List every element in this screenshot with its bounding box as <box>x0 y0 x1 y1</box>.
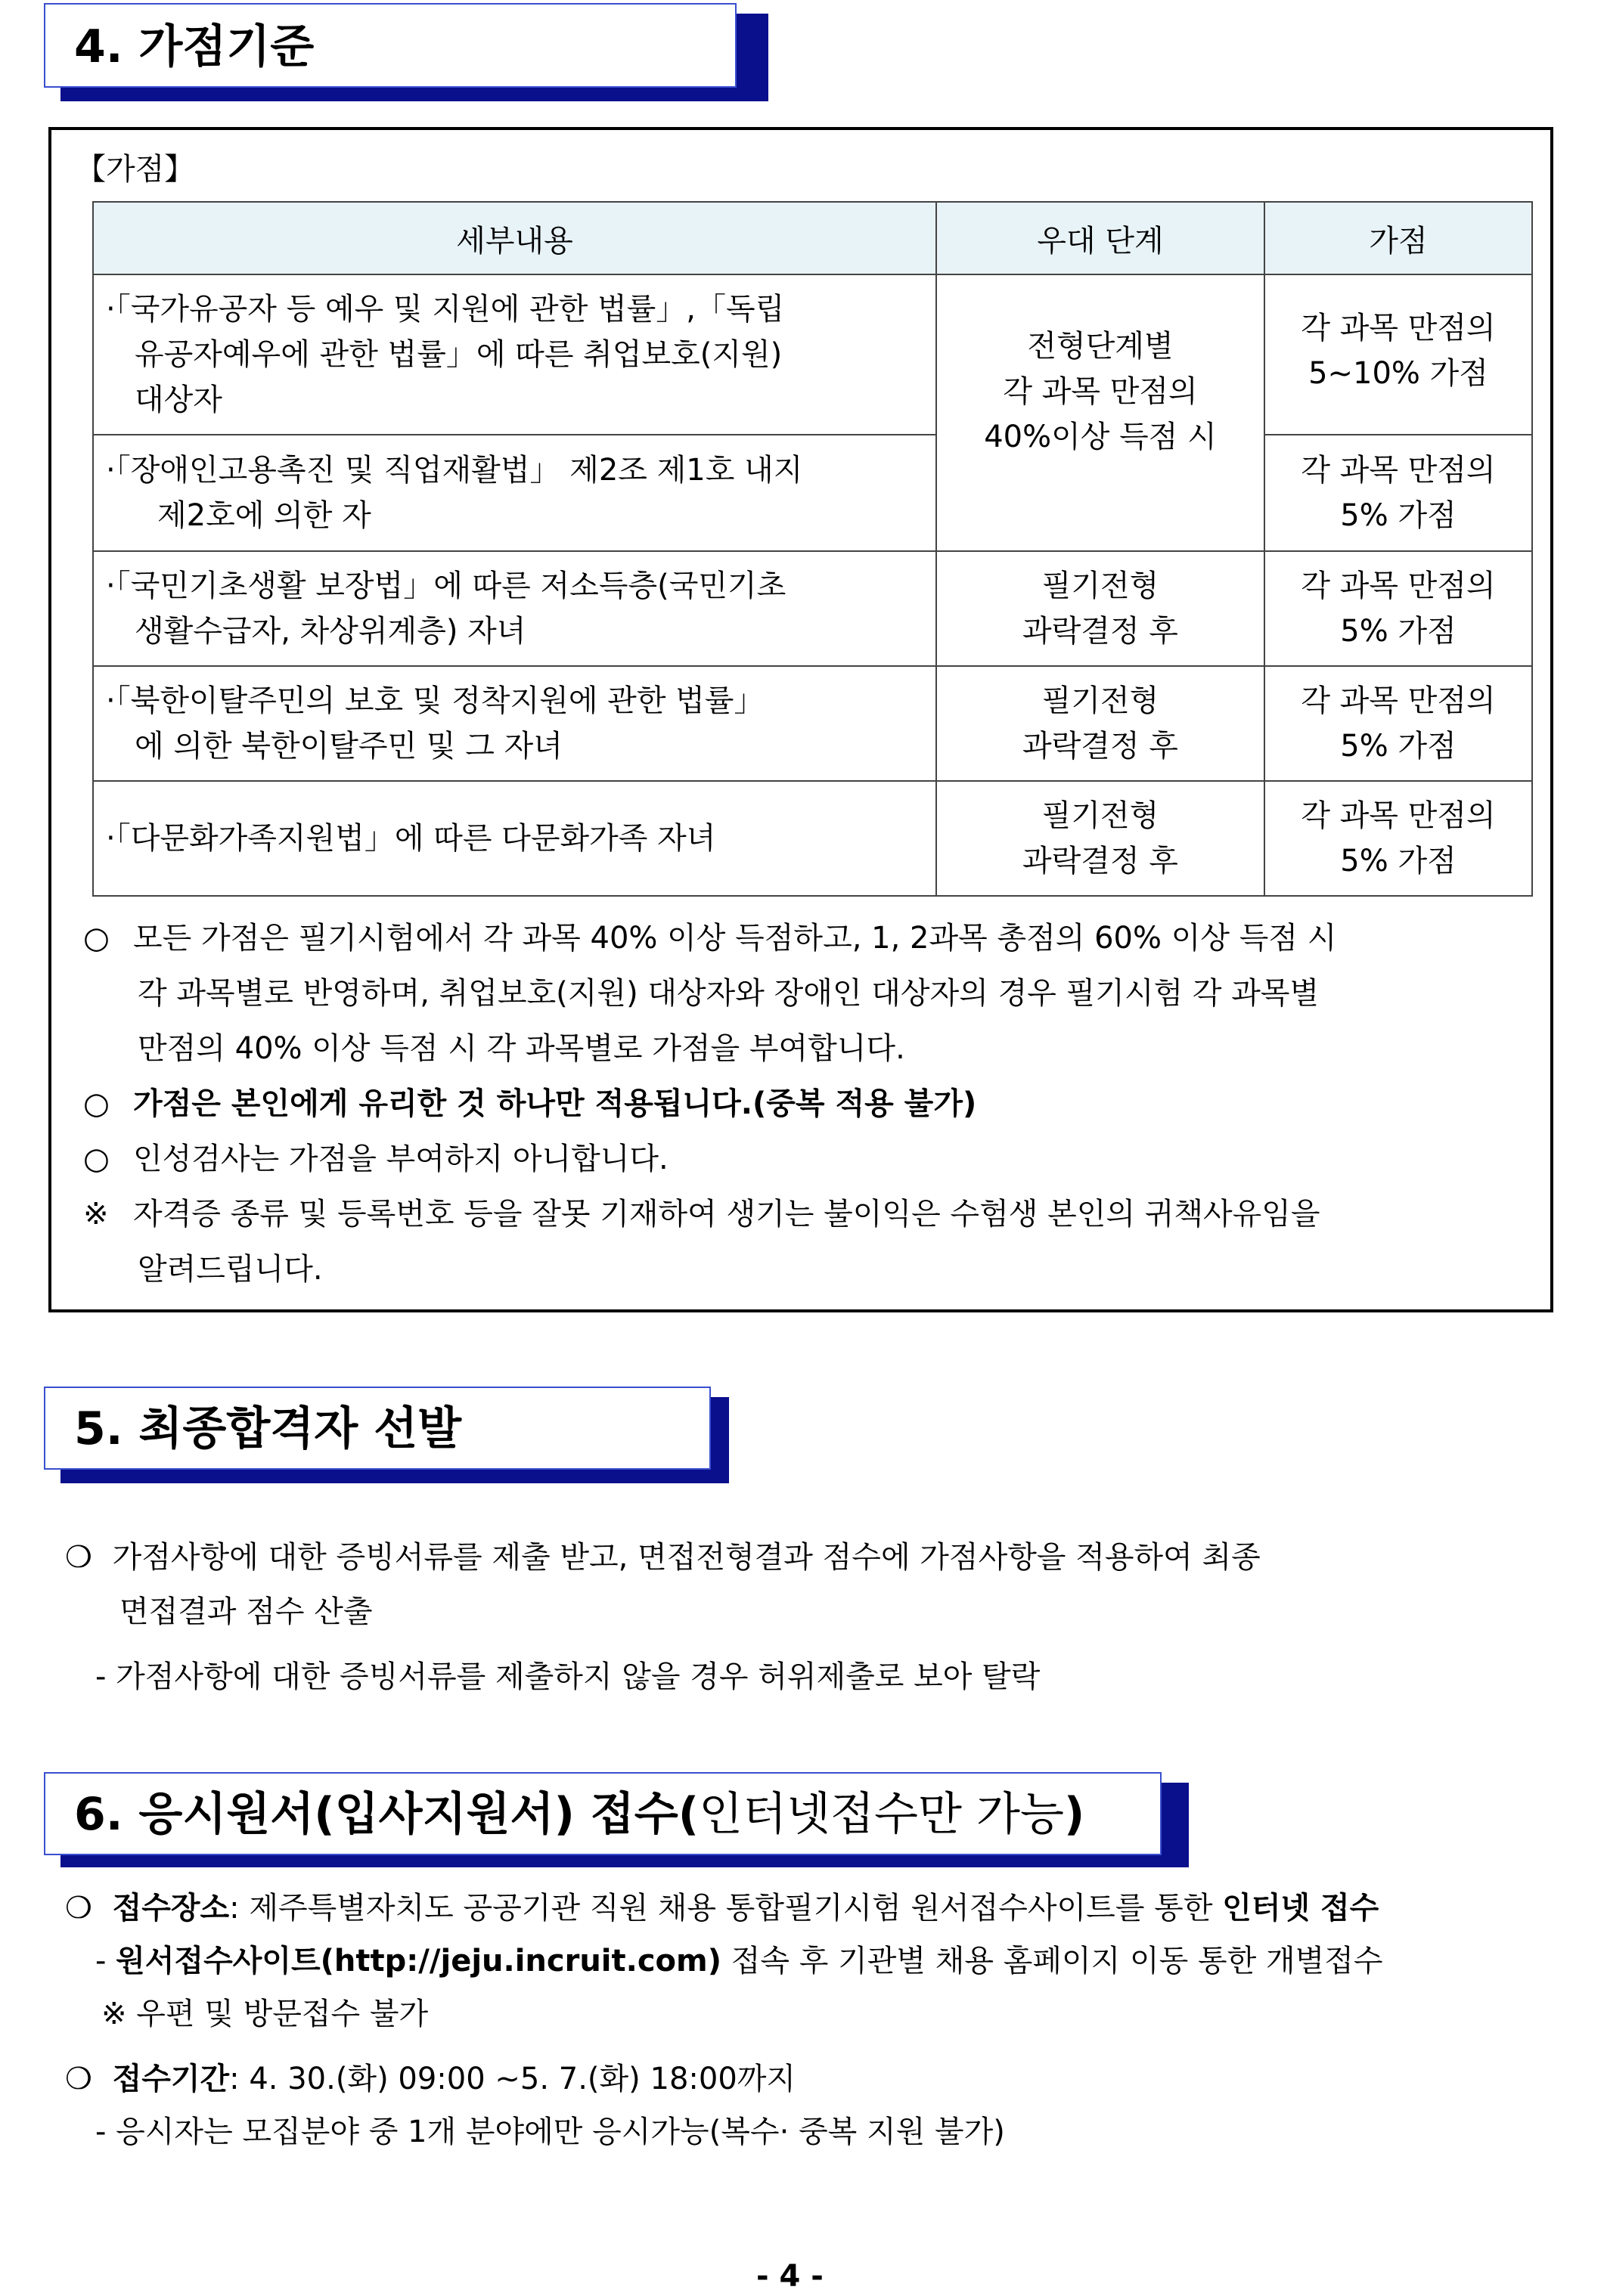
section4-title: 4. 가점기준 <box>74 20 315 73</box>
bonus-table <box>92 201 1533 897</box>
note-4-line-2: 알려드립니다. <box>138 1252 323 1287</box>
row1-detail: ·「국가유공자 등 예우 및 지원에 관한 법률」,「독립 유공자예우에 관한 법률」에 따른 취업보호(지원) 대상자 <box>93 274 936 435</box>
reference-mark-icon: ※ <box>83 1197 109 1232</box>
table-row <box>93 435 1532 551</box>
no-post-note: ※ 우편 및 방문접수 불가 <box>101 1997 429 2031</box>
row2-detail: ·「장애인고용촉진 및 직업재활법」 제2조 제1호 내지 제2호에 의한 자 <box>93 435 936 551</box>
table-row <box>93 274 1532 435</box>
section5-line-1: ❍ 가점사항에 대한 증빙서류를 제출 받고, 면접전형결과 점수에 가점사항을 적용하여 최종 <box>65 1540 1261 1575</box>
row1-points: 각 과목 만점의 5~10% 가점 <box>1264 274 1532 435</box>
note-4-line-1: ※ 자격증 종류 및 등록번호 등을 잘못 기재하여 생기는 불이익은 수험생 본인의 귀책사유임을 <box>83 1186 1320 1242</box>
row5-stage: 필기전형 과락결정 후 <box>936 781 1264 896</box>
row3-points: 각 과목 만점의 5% 가점 <box>1264 551 1532 666</box>
note-3: ○ 인성검사는 가점을 부여하지 아니합니다. <box>83 1131 669 1187</box>
row3-stage: 필기전형 과락결정 후 <box>936 551 1264 666</box>
row1-stage: 전형단계별 각 과목 만점의 40%이상 득점 시 <box>936 274 1264 551</box>
section6-title: 6. 응시원서(입사지원서) 접수(인터넷접수만 가능) <box>74 1788 1085 1841</box>
note-1-line-3: 만점의 40% 이상 득점 시 각 과목별로 가점을 부여합니다. <box>138 1031 905 1066</box>
row2-points: 각 과목 만점의 5% 가점 <box>1264 435 1532 551</box>
circle-bullet-icon: ○ <box>83 921 110 956</box>
header-stage: 우대 단계 <box>936 202 1264 274</box>
hollow-bullet-icon: ❍ <box>65 1540 92 1575</box>
receipt-period: ❍ 접수기간: 4. 30.(화) 09:00 ∼5. 7.(화) 18:00까지 <box>65 2062 796 2096</box>
header-detail: 세부내용 <box>93 202 936 274</box>
table-row <box>93 666 1532 781</box>
row5-points: 각 과목 만점의 5% 가점 <box>1264 781 1532 896</box>
section5-line-2: 면접결과 점수 산출 <box>119 1594 373 1629</box>
row4-stage: 필기전형 과락결정 후 <box>936 666 1264 781</box>
note-1-line-2: 각 과목별로 반영하며, 취업보호(지원) 대상자와 장애인 대상자의 경우 필기시험 각 과목별 <box>138 976 1320 1011</box>
table-row <box>93 551 1532 666</box>
note-1-line-1: ○ 모든 가점은 필기시험에서 각 과목 40% 이상 득점하고, 1, 2과목 총점의 60% 이상 득점 시 <box>83 910 1336 966</box>
hollow-bullet-icon: ❍ <box>65 2062 92 2096</box>
row4-points: 각 과목 만점의 5% 가점 <box>1264 666 1532 781</box>
table-row <box>93 781 1532 896</box>
page-number: - 4 - <box>756 2259 824 2294</box>
bonus-caption: 【가점】 <box>76 152 195 187</box>
header-points: 가점 <box>1264 202 1532 274</box>
table-header-row <box>93 202 1532 274</box>
hollow-bullet-icon: ❍ <box>65 1891 92 1926</box>
section5-title: 5. 최종합격자 선발 <box>74 1402 462 1455</box>
receipt-place: ❍ 접수장소: 제주특별자치도 공공기관 직원 채용 통합필기시험 원서접수사이트를 통한 인터넷 접수 <box>65 1891 1379 1926</box>
receipt-site: - 원서접수사이트(http://jeju.incruit.com) 접속 후 기관별 채용 홈페이지 이동 통한 개별접수 <box>95 1944 1383 1978</box>
circle-bullet-icon: ○ <box>83 1086 110 1121</box>
row4-detail: ·「북한이탈주민의 보호 및 정착지원에 관한 법률」 에 의한 북한이탈주민 및 그 자녀 <box>93 666 936 781</box>
row3-detail: ·「국민기초생활 보장법」에 따른 저소득층(국민기초 생활수급자, 차상위계층) 자녀 <box>93 551 936 666</box>
period-note: - 응시자는 모집분야 중 1개 분야에만 응시가능(복수· 중복 지원 불가) <box>95 2115 1005 2149</box>
note-2: ○ 가점은 본인에게 유리한 것 하나만 적용됩니다.(중복 적용 불가) <box>83 1076 976 1132</box>
row5-detail: ·「다문화가족지원법」에 따른 다문화가족 자녀 <box>93 781 936 896</box>
circle-bullet-icon: ○ <box>83 1142 110 1176</box>
section5-line-3: - 가점사항에 대한 증빙서류를 제출하지 않을 경우 허위제출로 보아 탈락 <box>95 1659 1041 1694</box>
